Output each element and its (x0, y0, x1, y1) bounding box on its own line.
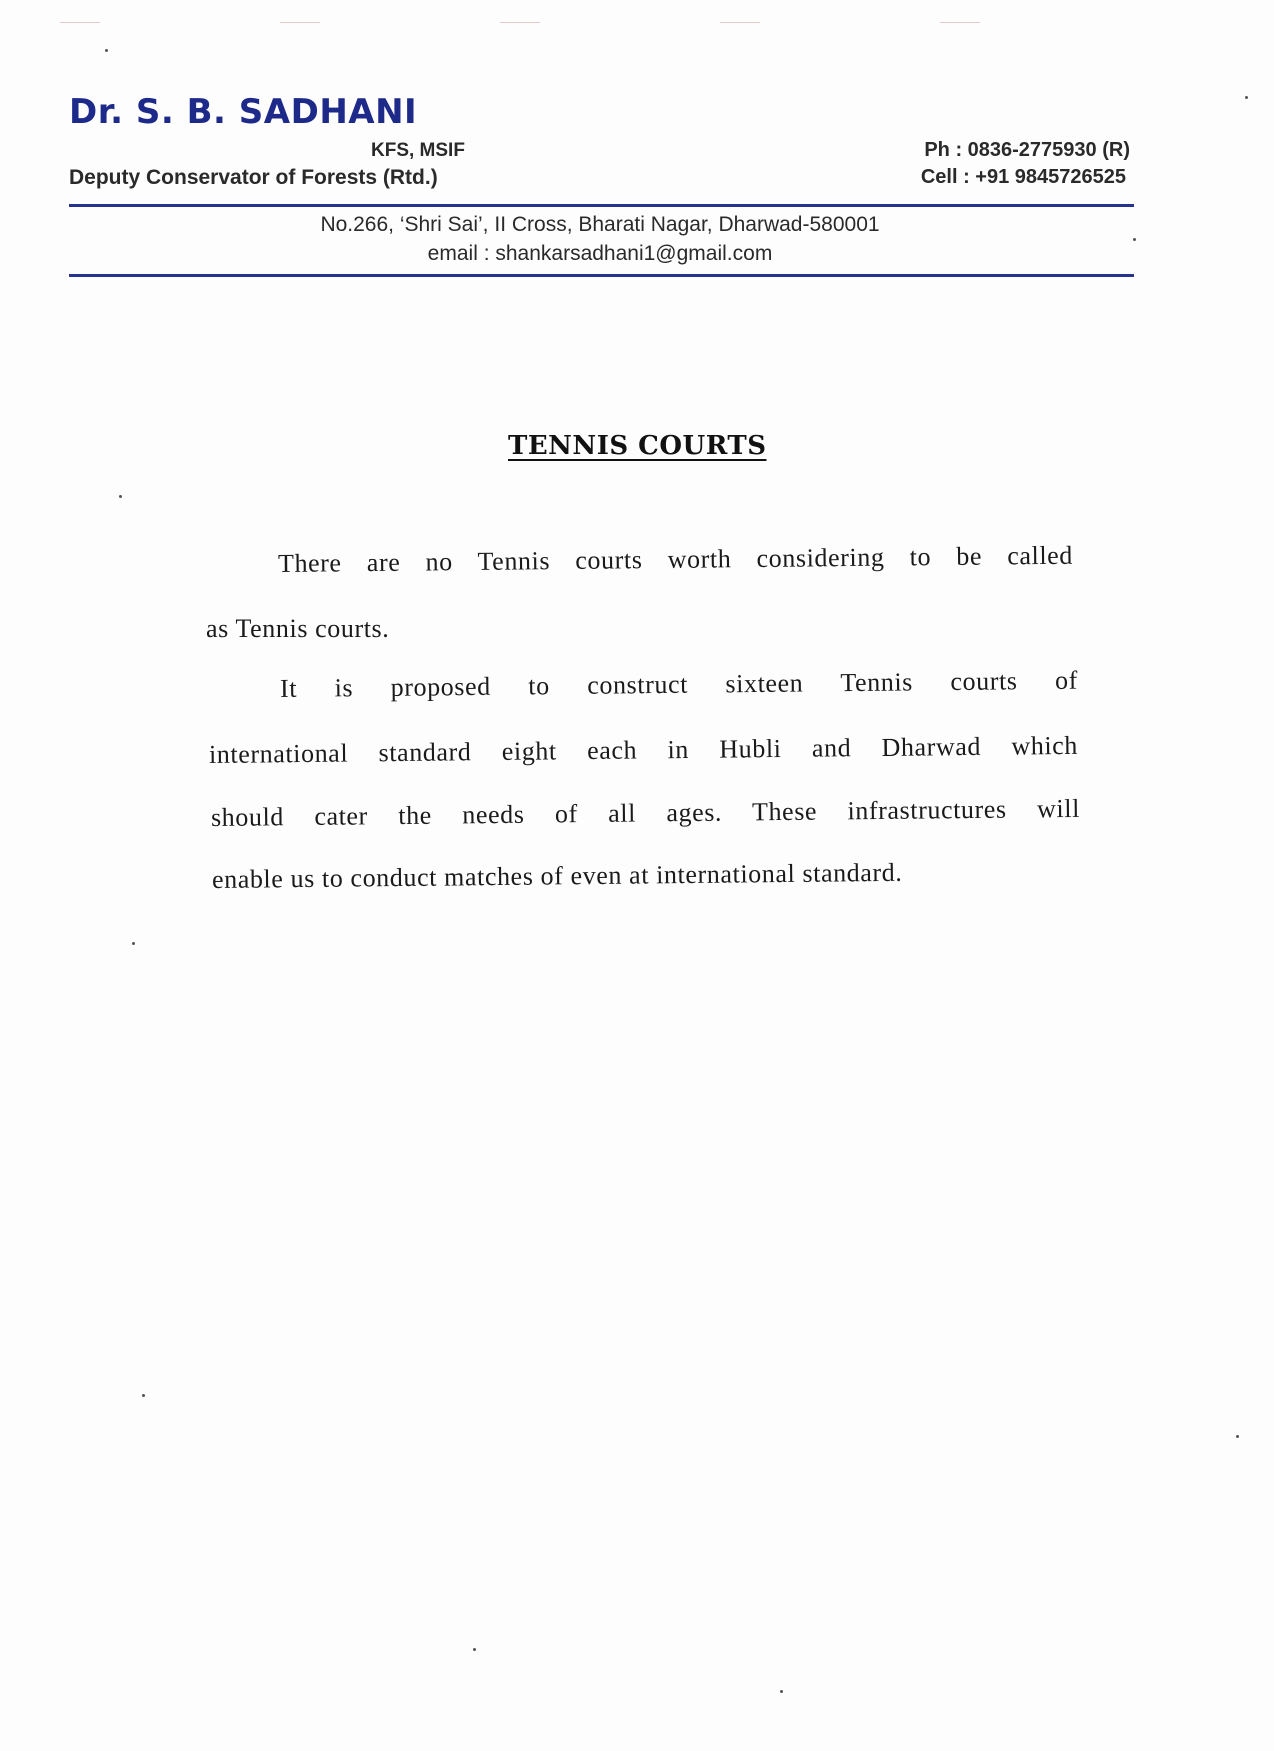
body-line-5: should cater the needs of all ages. These infrastructures will (210, 793, 1081, 832)
scan-speck (105, 49, 108, 52)
scan-artifact-line (60, 22, 1060, 23)
letterhead-rule-top (69, 204, 1134, 207)
scan-speck (1133, 238, 1136, 241)
letterhead-email: email : shankarsadhani1@gmail.com (427, 242, 773, 265)
scan-speck (119, 495, 122, 498)
body-line-1: There are no Tennis courts worth considering to be called (277, 540, 1074, 578)
letterhead-phone: Ph : 0836-2775930 (R) (924, 139, 1130, 161)
scan-speck (780, 1690, 783, 1693)
body-line-3: It is proposed to construct sixteen Tennis courts of (279, 665, 1079, 703)
document-title: TENNIS COURTS (508, 431, 767, 461)
body-line-6: enable us to conduct matches of even at international standard. (211, 857, 903, 894)
scan-speck (142, 1394, 145, 1397)
body-line-2: as Tennis courts. (206, 614, 390, 643)
letterhead-cell: Cell : +91 9845726525 (920, 166, 1126, 188)
scan-speck (1236, 1435, 1239, 1438)
letterhead-designation: Deputy Conservator of Forests (Rtd.) (69, 166, 438, 189)
body-line-4: international standard eight each in Hubli and Dharwad which (208, 730, 1079, 769)
letterhead-name: Dr. S. B. SADHANI (69, 92, 418, 132)
scan-speck (473, 1648, 476, 1651)
scan-speck (1245, 96, 1248, 99)
letterhead-address: No.266, ‘Shri Sai’, II Cross, Bharati Nagar, Dharwad-580001 (320, 213, 880, 236)
letterhead-rule-bottom (69, 274, 1134, 277)
letterhead-qualifications: KFS, MSIF (371, 140, 465, 161)
scan-speck (132, 942, 135, 945)
